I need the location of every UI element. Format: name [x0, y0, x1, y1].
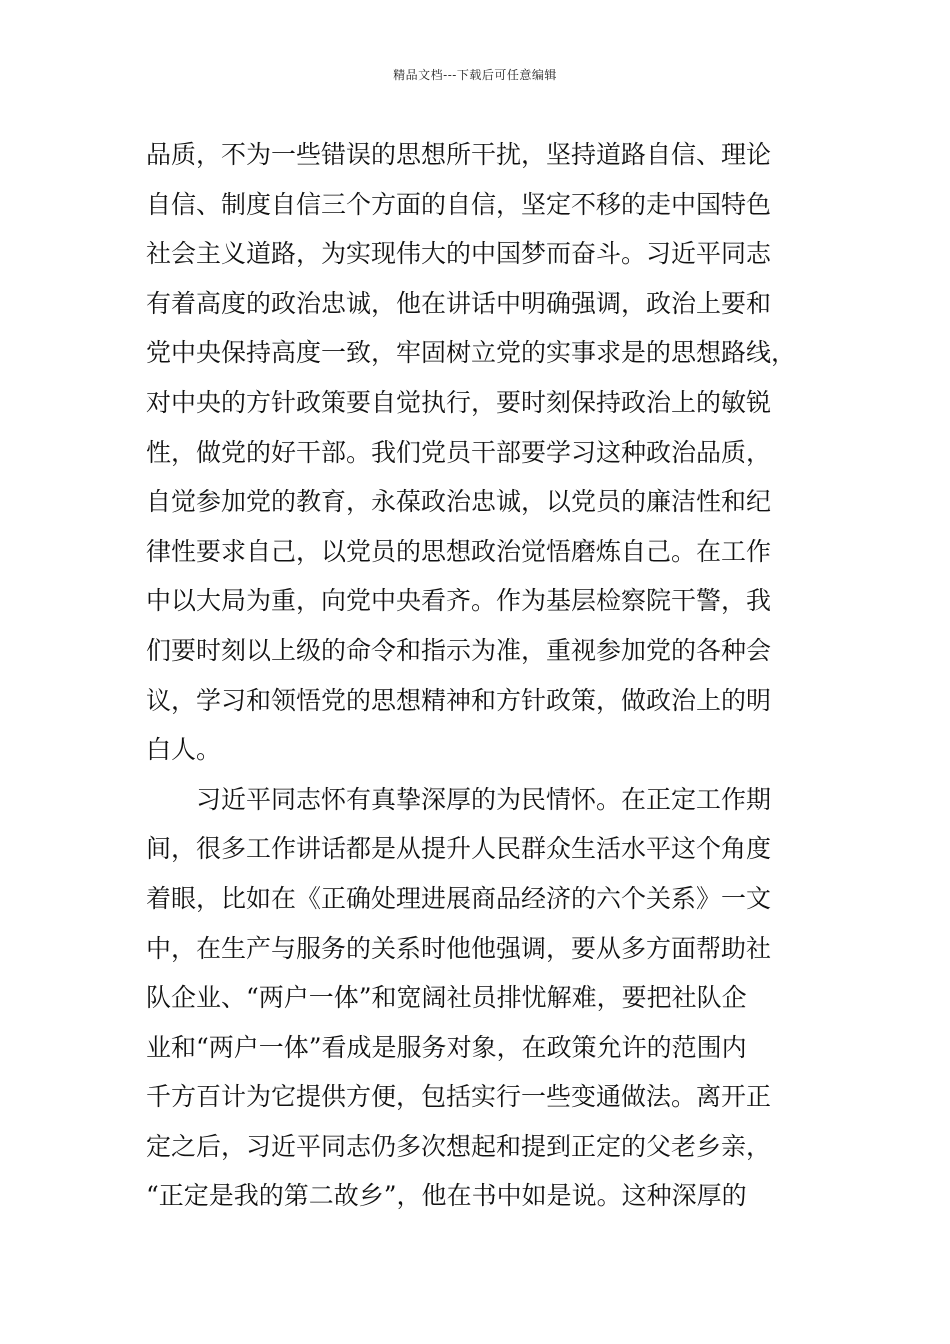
text-line: 对中央的方针政策要自觉执行，要时刻保持政治上的敏锐 — [146, 387, 772, 417]
text-line: 们要时刻以上级的命令和指示为准，重视参加党的各种会 — [146, 635, 772, 665]
text-line: 自觉参加党的教育，永葆政治忠诚，以党员的廉洁性和纪 — [146, 487, 772, 517]
text-line: 间，很多工作讲话都是从提升人民群众生活水平这个角度 — [146, 834, 772, 864]
text-line: 品质，不为一些错误的思想所干扰，坚持道路自信、理论 — [146, 140, 772, 169]
text-line: 性，做党的好干部。我们党员干部要学习这种政治品质， — [146, 437, 772, 467]
text-line: 中，在生产与服务的关系时他他强调，要从多方面帮助社 — [146, 933, 772, 963]
text-line: 业和“两户一体”看成是服务对象，在政策允许的范围内 — [146, 1032, 747, 1062]
text-line: 律性要求自己，以党员的思想政治觉悟磨炼自己。在工作 — [146, 536, 772, 566]
document-body — [146, 130, 806, 1221]
page-header: 精品文档---下载后可任意编辑 — [393, 68, 557, 82]
text-line: 中以大局为重，向党中央看齐。作为基层检察院干警，我 — [146, 586, 772, 616]
text-line: “正定是我的第二故乡”，他在书中如是说。这种深厚的 — [146, 1181, 747, 1211]
text-line: 有着高度的政治忠诚，他在讲话中明确强调，政治上要和 — [146, 288, 772, 318]
text-line: 定之后，习近平同志仍多次想起和提到正定的父老乡亲， — [146, 1131, 772, 1161]
text-line: 党中央保持高度一致，牢固树立党的实事求是的思想路线， — [146, 338, 797, 368]
text-line: 千方百计为它提供方便，包括实行一些变通做法。离开正 — [146, 1082, 772, 1112]
text-line: 着眼，比如在《正确处理进展商品经济的六个关系》一文 — [146, 883, 772, 913]
text-line: 队企业、“两户一体”和宽阔社员排忧解难，要把社队企 — [146, 983, 747, 1013]
text-line: 白人。 — [146, 735, 222, 765]
text-line: 自信、制度自信三个方面的自信，坚定不移的走中国特色 — [146, 189, 772, 219]
text-line: 议，学习和领悟党的思想精神和方针政策，做政治上的明 — [146, 685, 772, 715]
text-line: 社会主义道路，为实现伟大的中国梦而奋斗。习近平同志 — [146, 239, 772, 269]
paragraph-first-line: 习近平同志怀有真挚深厚的为民情怀。在正定工作期 — [196, 784, 772, 814]
